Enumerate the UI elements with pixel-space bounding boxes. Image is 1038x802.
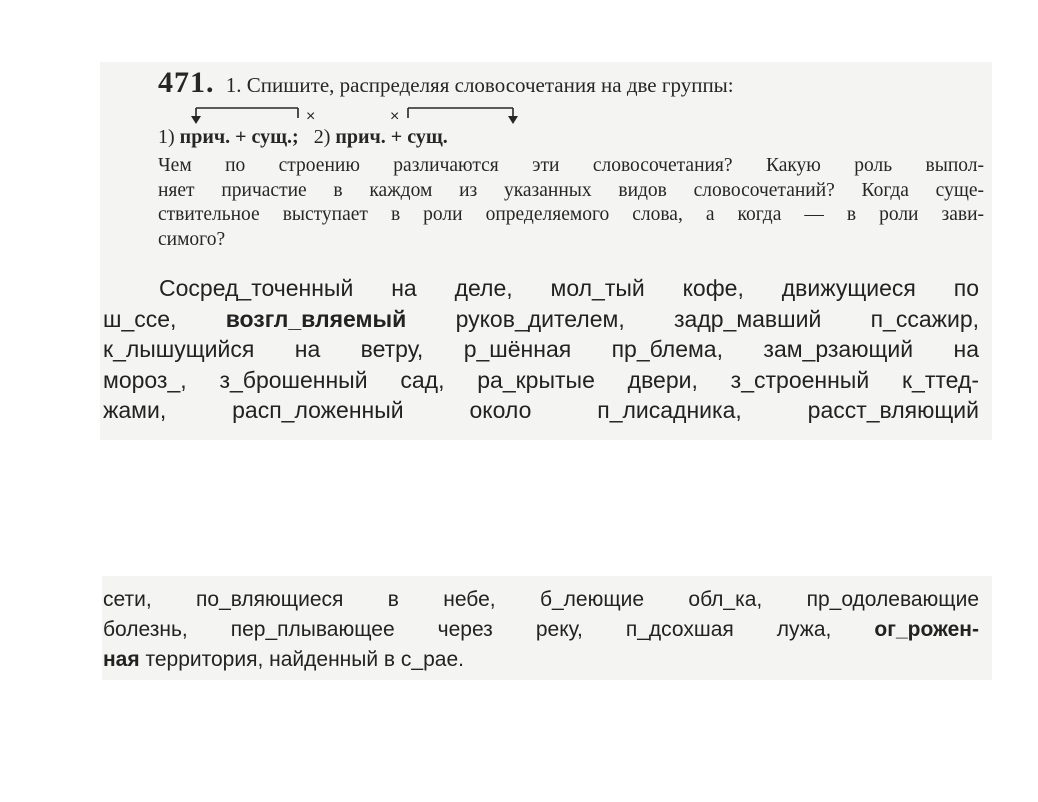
task-number: 471.	[158, 66, 215, 99]
scheme1-cross: ×	[306, 108, 316, 125]
scheme1-arrow-head	[191, 116, 201, 124]
scheme-formulas	[158, 126, 448, 149]
exercise-line-1: Сосред_точенный на деле, мол_тый кофе, движущиеся по	[159, 275, 979, 301]
question-line-4: симого?	[158, 228, 226, 250]
scheme1-formula: прич. + сущ.;	[179, 126, 299, 148]
exercise-line-8-end: территория, найденный в с_рае.	[145, 648, 464, 671]
exercise-line-7-start: болезнь, пер_плывающее через реку, п_дсохшая лужа,	[103, 618, 832, 641]
exercise-bold-word: возгл_вляемый	[225, 305, 407, 332]
exercise-line-4: мороз_, з_брошенный сад, ра_крытые двери, з_строенный к_ттед-	[103, 366, 979, 393]
exercise-bold-word-2: ог_рожен-	[874, 618, 979, 641]
exercise-line-2	[103, 304, 979, 335]
phrase-schemes	[158, 104, 578, 152]
exercise-line-3: к_лышущийся на ветру, р_шённая пр_блема, зам_рзающий на	[103, 336, 979, 362]
question-paragraph	[158, 154, 984, 252]
exercise-bold-word-2-end: ная	[103, 648, 140, 671]
exercise-line-8	[103, 645, 979, 675]
scheme2-number: 2)	[313, 126, 331, 148]
exercise-text-bottom	[103, 585, 979, 675]
exercise-line-6: сети, по_вляющиеся в небе, б_леющие обл_ка, пр_одолевающие	[103, 588, 979, 611]
task-header	[158, 66, 734, 100]
exercise-line-7	[103, 615, 979, 645]
scheme1-number: 1)	[158, 126, 175, 148]
exercise-line-2-start: ш_ссе,	[103, 305, 177, 332]
scheme2-cross: ×	[390, 108, 400, 125]
scheme2-arrow-head	[508, 116, 518, 124]
question-line-1: Чем по строению различаются эти словосочетания? Какую роль выпол-	[158, 155, 984, 176]
exercise-line-2-end: руков_дителем, задр_мавший п_ссажир,	[455, 305, 980, 332]
exercise-text-top	[103, 273, 979, 426]
question-line-3: ствительное выступает в роли определяемого слова, а когда — в роли зави-	[158, 204, 984, 225]
exercise-line-5: жами, расп_ложенный около п_лисадника, расст_вляющий	[103, 397, 979, 423]
task-instruction: 1. Спишите, распределяя словосочетания на две группы:	[225, 73, 734, 97]
question-line-2: няет причастие в каждом из указанных видов словосочетаний? Когда суще-	[158, 179, 984, 201]
scheme2-formula: прич. + сущ.	[335, 126, 448, 148]
